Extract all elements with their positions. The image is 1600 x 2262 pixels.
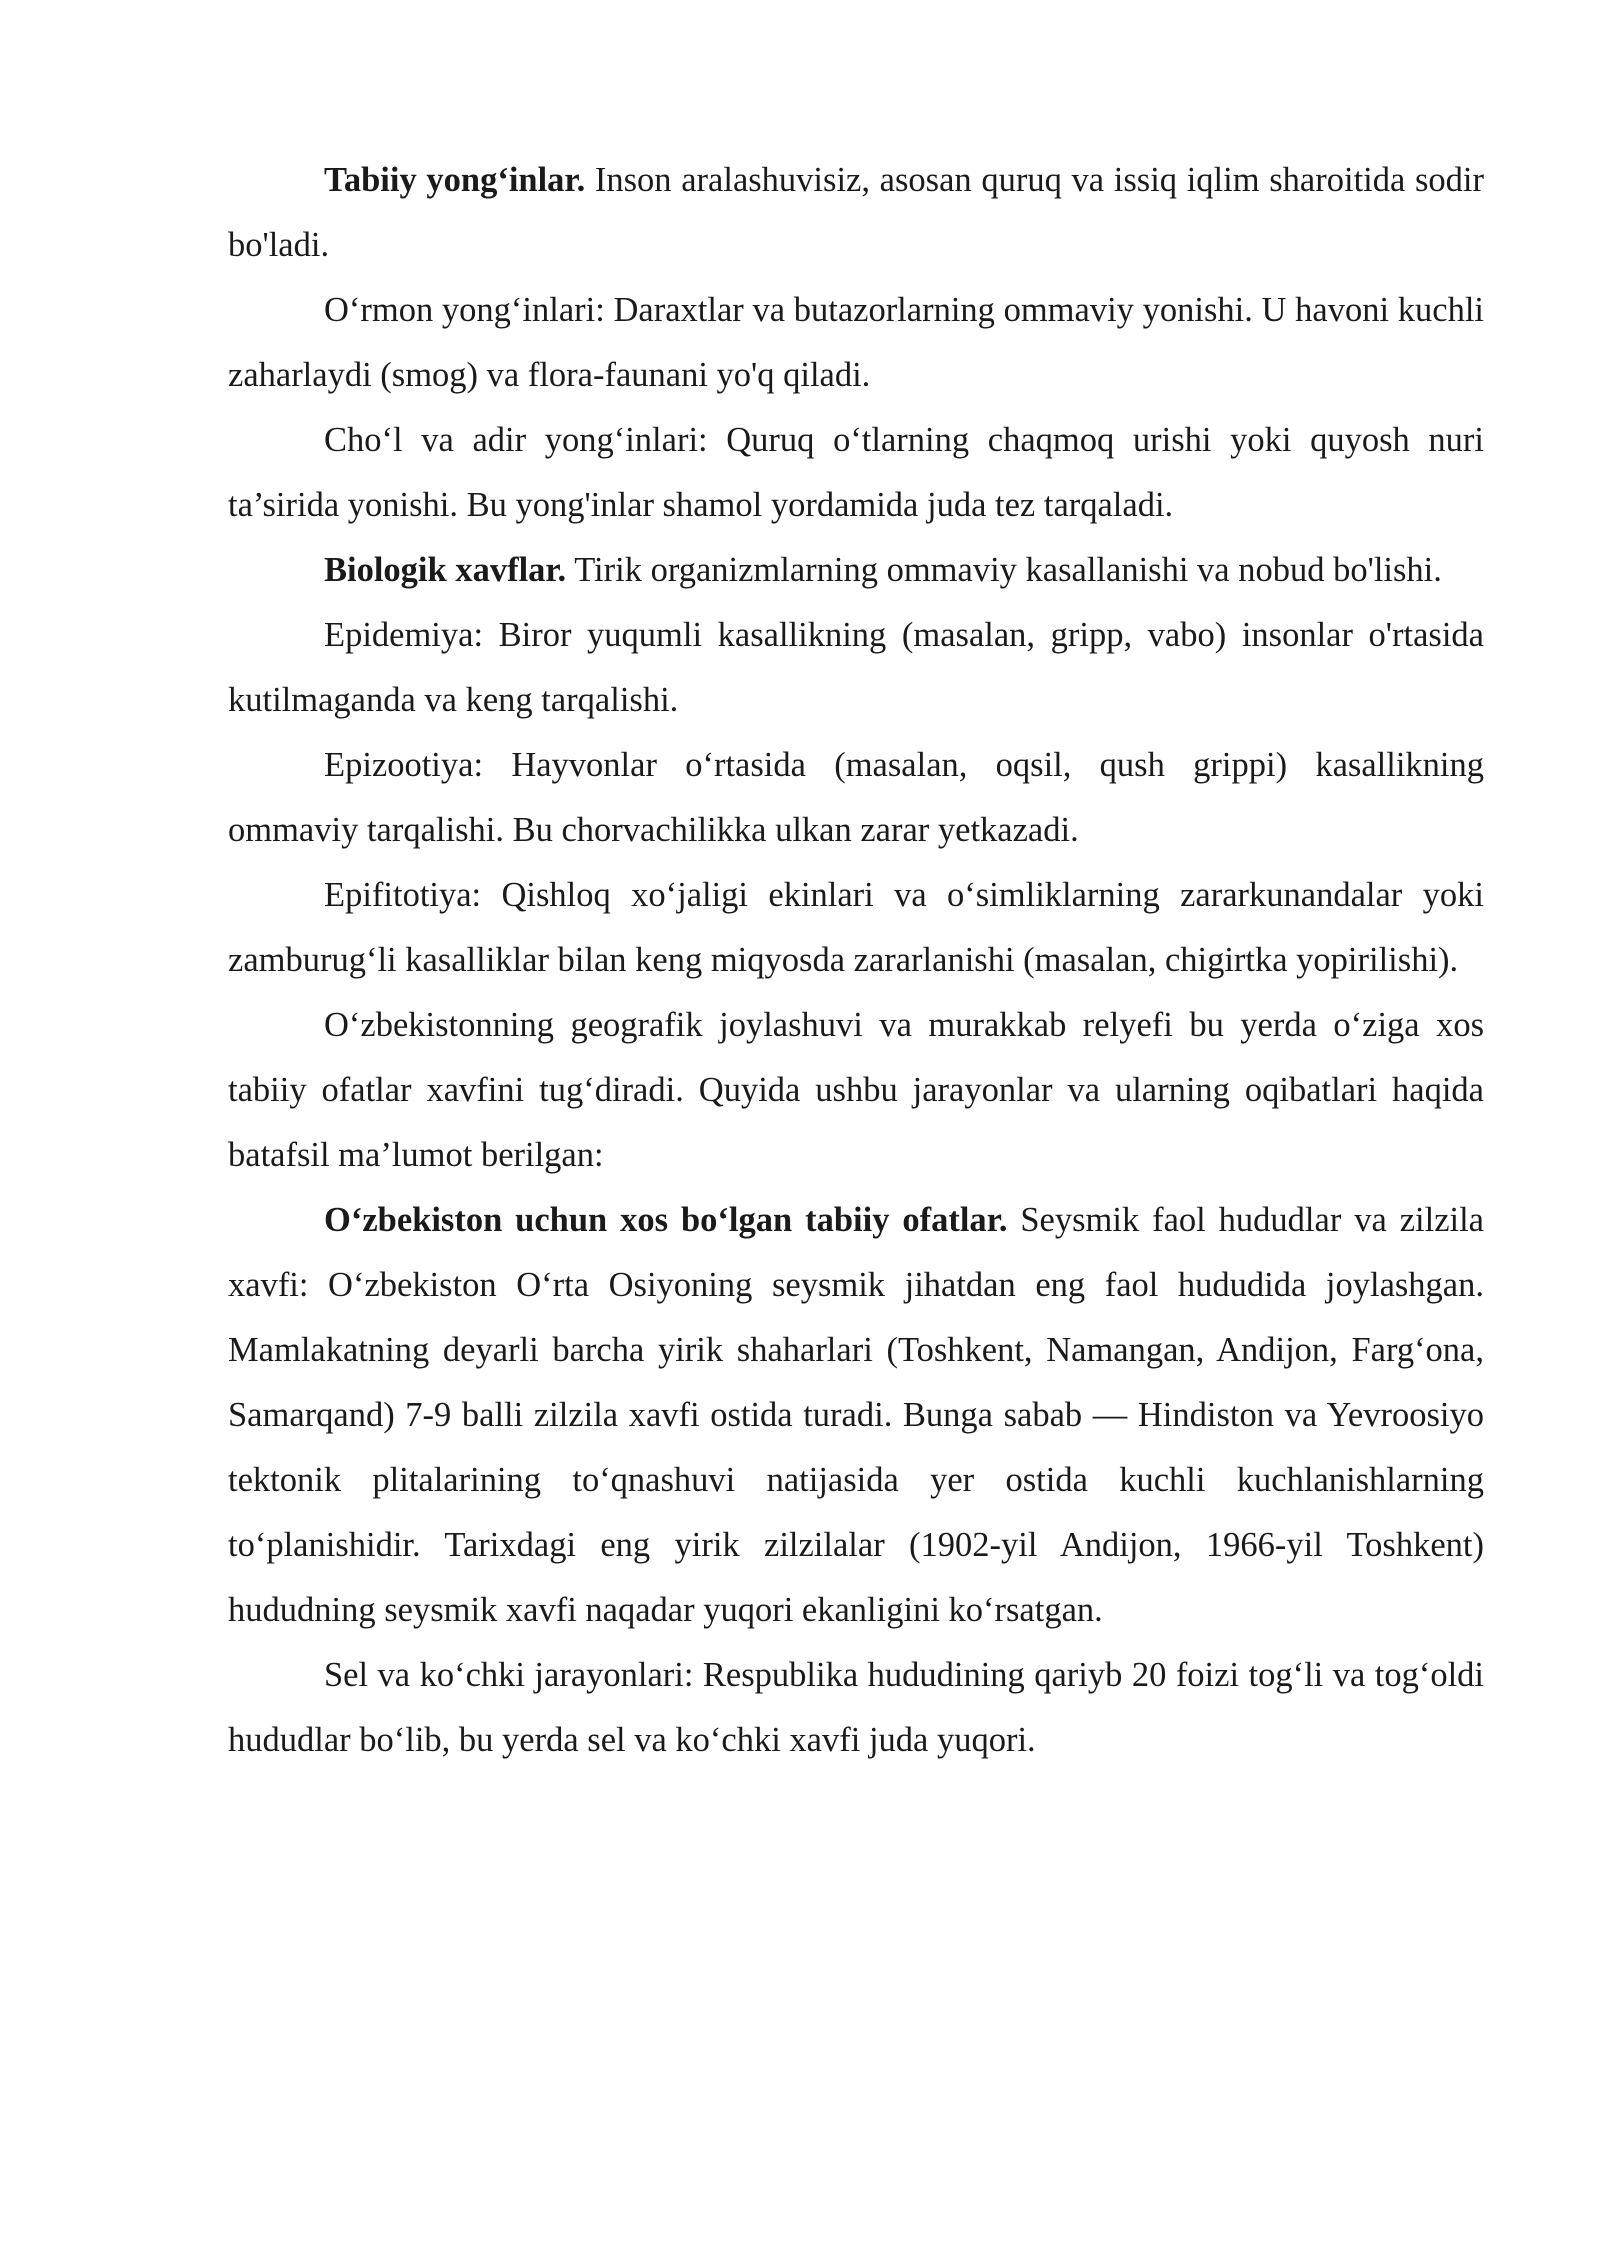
paragraph-biological-hazards [228, 538, 1484, 603]
heading-natural-fires: Tabiiy yong‘inlar. [324, 161, 586, 199]
paragraph-forest-fires [228, 278, 1484, 408]
paragraph-geography [228, 993, 1484, 1188]
paragraph-text: Tirik organizmlarning ommaviy kasallanishi va nobud bo'lishi. [566, 551, 1442, 589]
paragraph-mudflows [228, 1643, 1484, 1773]
paragraph-natural-fires [228, 148, 1484, 278]
paragraph-steppe-fires [228, 408, 1484, 538]
paragraph-text: Cho‘l va adir yong‘inlari: Quruq o‘tlarning chaqmoq urishi yoki quyosh nuri ta’sirida yonishi. Bu yong'inlar shamol yordamida juda tez tarqaladi. [228, 421, 1484, 524]
heading-biological-hazards: Biologik xavflar. [324, 551, 567, 589]
paragraph-text: Epifitotiya: Qishloq xo‘jaligi ekinlari va o‘simliklarning zararkunandalar yoki zamburug‘li kasalliklar bilan keng miqyosda zararlanishi (masalan, chigirtka yopirilishi). [228, 876, 1484, 979]
paragraph-text: O‘rmon yong‘inlari: Daraxtlar va butazorlarning ommaviy yonishi. U havoni kuchli zaharlaydi (smog) va flora-faunani yo'q qiladi. [228, 291, 1484, 394]
paragraph-uzbekistan-disasters [228, 1188, 1484, 1643]
paragraph-text: O‘zbekistonning geografik joylashuvi va murakkab relyefi bu yerda o‘ziga xos tabiiy ofatlar xavfini tug‘diradi. Quyida ushbu jarayonlar va ularning oqibatlari haqida batafsil ma’lumot berilgan: [228, 1006, 1484, 1174]
document-page [228, 148, 1484, 1773]
paragraph-text: Sel va ko‘chki jarayonlari: Respublika hududining qariyb 20 foizi tog‘li va tog‘oldi hududlar bo‘lib, bu yerda sel va ko‘chki xavfi juda yuqori. [228, 1656, 1484, 1759]
heading-uzbekistan-disasters: O‘zbekiston uchun xos bo‘lgan tabiiy ofatlar. [324, 1201, 1008, 1239]
paragraph-text: Epidemiya: Biror yuqumli kasallikning (masalan, gripp, vabo) insonlar o'rtasida kutilmaganda va keng tarqalishi. [228, 616, 1484, 719]
paragraph-epizootic [228, 733, 1484, 863]
paragraph-text: Epizootiya: Hayvonlar o‘rtasida (masalan, oqsil, qush grippi) kasallikning ommaviy tarqalishi. Bu chorvachilikka ulkan zarar yetkazadi. [228, 746, 1484, 849]
paragraph-epiphytotic [228, 863, 1484, 993]
paragraph-text: Inson aralashuvisiz, asosan quruq va issiq iqlim sharoitida sodir bo'ladi. [228, 161, 1484, 264]
paragraph-epidemic [228, 603, 1484, 733]
paragraph-text: Seysmik faol hududlar va zilzila xavfi: O‘zbekiston O‘rta Osiyoning seysmik jihatdan eng faol hududida joylashgan. Mamlakatning deyarli barcha yirik shaharlari (Toshkent, Namangan, Andijon, Farg‘ona, Samarqand) 7-9 balli zilzila xavfi ostida turadi. Bunga sabab — Hindiston va Yevroosiyo tektonik plitalarining to‘qnashuvi natijasida yer ostida kuchli kuchlanishlarning to‘planishidir. Tarixdagi eng yirik zilzilalar (1902-yil Andijon, 1966-yil Toshkent) hududning seysmik xavfi naqadar yuqori ekanligini ko‘rsatgan. [228, 1201, 1484, 1629]
